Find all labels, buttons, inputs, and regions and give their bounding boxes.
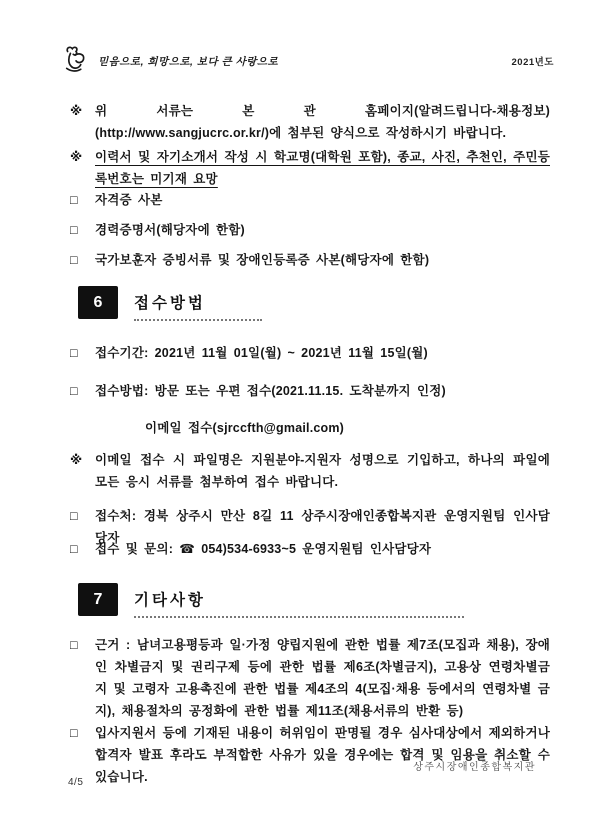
section-number-badge: 6 — [78, 286, 118, 319]
checklist-text: 국가보훈자 증빙서류 및 장애인등록증 사본(해당자에 한함) — [95, 253, 430, 267]
list-item-email-reception — [70, 417, 550, 439]
org-brand — [62, 44, 278, 74]
checklist-item-veteran-disability-docs — [70, 249, 550, 271]
list-item-reception-period — [70, 342, 550, 364]
note-marker: ※ — [70, 453, 83, 467]
section-title-rule — [134, 616, 464, 618]
checklist-item-career-cert — [70, 219, 550, 241]
checkbox-icon: □ — [70, 253, 78, 267]
checkbox-icon: □ — [70, 542, 78, 556]
note-text: 위 서류는 본 관 홈페이지(알려드립니다-채용정보)(http://www.sangjucrc.or.kr/)에 첨부된 양식으로 작성하시기 바랍니다. — [95, 104, 550, 140]
year-label: 2021년도 — [511, 57, 554, 68]
list-item-contact-phone — [70, 538, 550, 560]
org-logo-icon — [62, 44, 92, 74]
section-title-wrap — [134, 286, 262, 321]
note-text: 이메일 접수 시 파일명은 지원분야-지원자 성명으로 기입하고, 하나의 파일에 모든 응시 서류를 첨부하여 접수 바랍니다. — [95, 453, 550, 489]
list-item-text: 근거 : 남녀고용평등과 일·가정 양립지원에 관한 법률 제7조(모집과 채용), 장애인 차별금지 및 권리구제 등에 관한 법률 제6조(차별금지), 고용상 연령차별금지 및 고령자 고용촉진에 관한 법률 제4조의 4(모집·채용 등에서의 연령차별 금지), 채용절차의 공정화에 관한 법률 제11조(채용서류의 반환 등) — [95, 638, 550, 718]
list-item-text: 접수기간: 2021년 11월 01일(월) ~ 2021년 11월 15일(월) — [95, 346, 428, 360]
list-item-text: 접수처: 경북 상주시 만산 8길 11 상주시장애인종합복지관 운영지원팀 인사담당자 — [95, 509, 550, 545]
note-resume-restrictions — [70, 146, 550, 190]
checklist-text: 자격증 사본 — [95, 193, 163, 207]
checkbox-icon: □ — [70, 223, 78, 237]
section-title: 접수방법 — [134, 295, 206, 312]
section-title-rule — [134, 319, 262, 321]
list-item-text: 입사지원서 등에 기재된 내용이 허위임이 판명될 경우 심사대상에서 제외하거나 합격자 발표 후라도 부적합한 사유가 있을 경우에는 합격 및 임용을 취소할 수 있습니다. — [95, 726, 550, 784]
section-7-header — [78, 583, 464, 618]
list-item-text: 접수방법: 방문 또는 우편 접수(2021.11.15. 도착분까지 인정) — [95, 384, 446, 398]
checkbox-icon: □ — [70, 384, 78, 398]
page-number: 4/5 — [68, 777, 84, 788]
note-email-filename — [70, 449, 550, 493]
checkbox-icon: □ — [70, 726, 78, 740]
list-item-legal-basis — [70, 634, 550, 722]
list-item-text: 접수 및 문의: ☎ 054)534-6933~5 운영지원팀 인사담당자 — [95, 542, 432, 556]
checkbox-icon: □ — [70, 346, 78, 360]
checkbox-icon: □ — [70, 638, 78, 652]
header-slogan: 믿음으로, 희망으로, 보다 큰 사랑으로 — [98, 55, 279, 68]
checklist-text: 경력증명서(해당자에 한함) — [95, 223, 245, 237]
note-homepage-form — [70, 100, 550, 144]
checkbox-icon: □ — [70, 509, 78, 523]
footer-org-name: 상주시장애인종합복지관 — [413, 762, 536, 773]
checkbox-icon: □ — [70, 193, 78, 207]
page-header — [62, 44, 554, 74]
list-item-reception-method — [70, 380, 550, 402]
note-marker: ※ — [70, 104, 83, 118]
section-number-badge: 7 — [78, 583, 118, 616]
list-item-false-statement-warning — [70, 722, 550, 788]
section-6-header — [78, 286, 262, 321]
note-marker: ※ — [70, 150, 83, 164]
section-title-wrap — [134, 583, 464, 618]
note-text: 이력서 및 자기소개서 작성 시 학교명(대학원 포함), 종교, 사진, 추천인, 주민등록번호는 미기재 요망 — [95, 150, 550, 186]
list-item-text: 이메일 접수(sjrccfth@gmail.com) — [145, 421, 345, 435]
checklist-item-license — [70, 189, 550, 211]
section-title: 기타사항 — [134, 592, 206, 609]
